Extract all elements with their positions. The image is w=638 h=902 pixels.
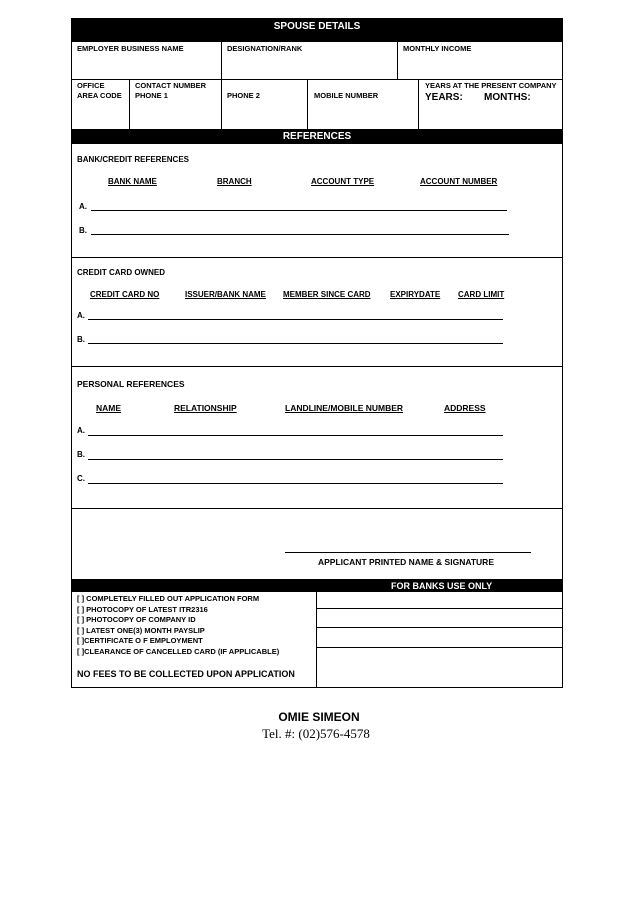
col-relationship: RELATIONSHIP xyxy=(174,403,237,413)
contact-name: OMIE SIMEON xyxy=(278,710,360,724)
col-expirydate: EXPIRYDATE xyxy=(390,290,441,299)
personal-row-a-label: A. xyxy=(77,426,85,435)
office-area-code-label xyxy=(77,81,122,101)
phone2-label: PHONE 2 xyxy=(227,91,260,100)
contact-number-text: CONTACT NUMBER xyxy=(135,81,207,90)
divider xyxy=(221,42,222,79)
signature-line[interactable] xyxy=(285,552,531,553)
req-payslip[interactable]: [ ] LATEST ONE(3) MONTH PAYSLIP xyxy=(77,625,205,635)
signature-label: APPLICANT PRINTED NAME & SIGNATURE xyxy=(318,557,494,567)
card-row-a-label: A. xyxy=(77,311,85,320)
divider xyxy=(307,79,308,129)
req-application-form[interactable]: [ ] COMPLETELY FILLED OUT APPLICATION FORM xyxy=(77,594,260,603)
personal-row-b-line[interactable] xyxy=(88,459,503,460)
req-clearance-cancelled-card[interactable]: [ ]CLEARANCE OF CANCELLED CARD (IF APPLICABLE) xyxy=(77,646,280,656)
banks-use-only-header xyxy=(71,579,563,592)
bank-row-b-label: B. xyxy=(79,226,87,235)
card-row-b-label: B. xyxy=(77,335,85,344)
col-bank-name: BANK NAME xyxy=(108,177,157,186)
divider xyxy=(129,79,130,129)
personal-references-title: PERSONAL REFERENCES xyxy=(77,379,185,389)
employer-business-name-label: EMPLOYER BUSINESS NAME xyxy=(77,44,184,53)
req-itr2316[interactable]: [ ] PHOTOCOPY OF LATEST ITR2316 xyxy=(77,604,208,614)
col-address: ADDRESS xyxy=(444,403,486,413)
spouse-details-title: SPOUSE DETAILS xyxy=(273,21,361,32)
years-label: YEARS: xyxy=(425,92,463,103)
references-title: REFERENCES xyxy=(282,131,352,142)
bank-row-a-label: A. xyxy=(79,202,87,211)
references-header xyxy=(71,129,563,144)
bank-credit-references-title: BANK/CREDIT REFERENCES xyxy=(77,155,190,164)
divider xyxy=(397,42,398,79)
card-row-b-line[interactable] xyxy=(88,343,503,344)
personal-row-a-line[interactable] xyxy=(88,435,503,436)
col-issuer-bank-name: ISSUER/BANK NAME xyxy=(185,290,266,299)
monthly-income-label: MONTHLY INCOME xyxy=(403,44,472,53)
col-credit-card-no: CREDIT CARD NO xyxy=(90,290,160,299)
divider xyxy=(316,592,317,688)
contact-number-label xyxy=(135,81,206,101)
area-code-label: AREA CODE xyxy=(77,91,122,100)
req-certificate-employment[interactable]: [ ]CERTIFICATE O F EMPLOYMENT xyxy=(77,636,203,645)
bank-row-b-line[interactable] xyxy=(91,234,509,235)
card-row-a-line[interactable] xyxy=(88,319,503,320)
no-fees-notice: NO FEES TO BE COLLECTED UPON APPLICATION xyxy=(77,669,295,679)
designation-rank-label: DESIGNATION/RANK xyxy=(227,44,303,53)
col-account-number: ACCOUNT NUMBER xyxy=(420,177,498,186)
office-label: OFFICE xyxy=(77,81,105,90)
credit-card-owned-title: CREDIT CARD OWNED xyxy=(77,268,165,277)
col-name: NAME xyxy=(96,403,122,413)
personal-row-c-line[interactable] xyxy=(88,483,503,484)
col-card-limit: CARD LIMIT xyxy=(458,290,505,299)
req-company-id[interactable]: [ ] PHOTOCOPY OF COMPANY ID xyxy=(77,615,196,624)
divider xyxy=(221,79,222,129)
col-landline-mobile: LANDLINE/MOBILE NUMBER xyxy=(285,403,404,413)
spouse-details-header xyxy=(71,18,563,42)
divider xyxy=(316,647,562,648)
divider xyxy=(71,79,563,80)
mobile-number-label: MOBILE NUMBER xyxy=(314,91,379,100)
divider xyxy=(316,608,562,609)
col-account-type: ACCOUNT TYPE xyxy=(311,177,375,186)
col-branch: BRANCH xyxy=(217,177,252,186)
divider xyxy=(71,508,563,509)
bank-row-a-line[interactable] xyxy=(91,210,507,211)
years-present-company-label: YEARS AT THE PRESENT COMPANY xyxy=(425,81,557,90)
phone1-label: PHONE 1 xyxy=(135,91,168,100)
personal-row-c-label: C. xyxy=(77,474,85,483)
contact-tel: Tel. #: (02)576-4578 xyxy=(262,726,370,741)
personal-row-b-label: B. xyxy=(77,450,85,459)
frame-bottom xyxy=(71,687,563,688)
divider xyxy=(71,366,563,367)
banks-use-only-title: FOR BANKS USE ONLY xyxy=(391,581,493,591)
col-member-since-card: MEMBER SINCE CARD xyxy=(283,290,371,299)
months-label: MONTHS: xyxy=(484,92,531,103)
divider xyxy=(71,257,563,258)
divider xyxy=(316,627,562,628)
divider xyxy=(418,79,419,129)
